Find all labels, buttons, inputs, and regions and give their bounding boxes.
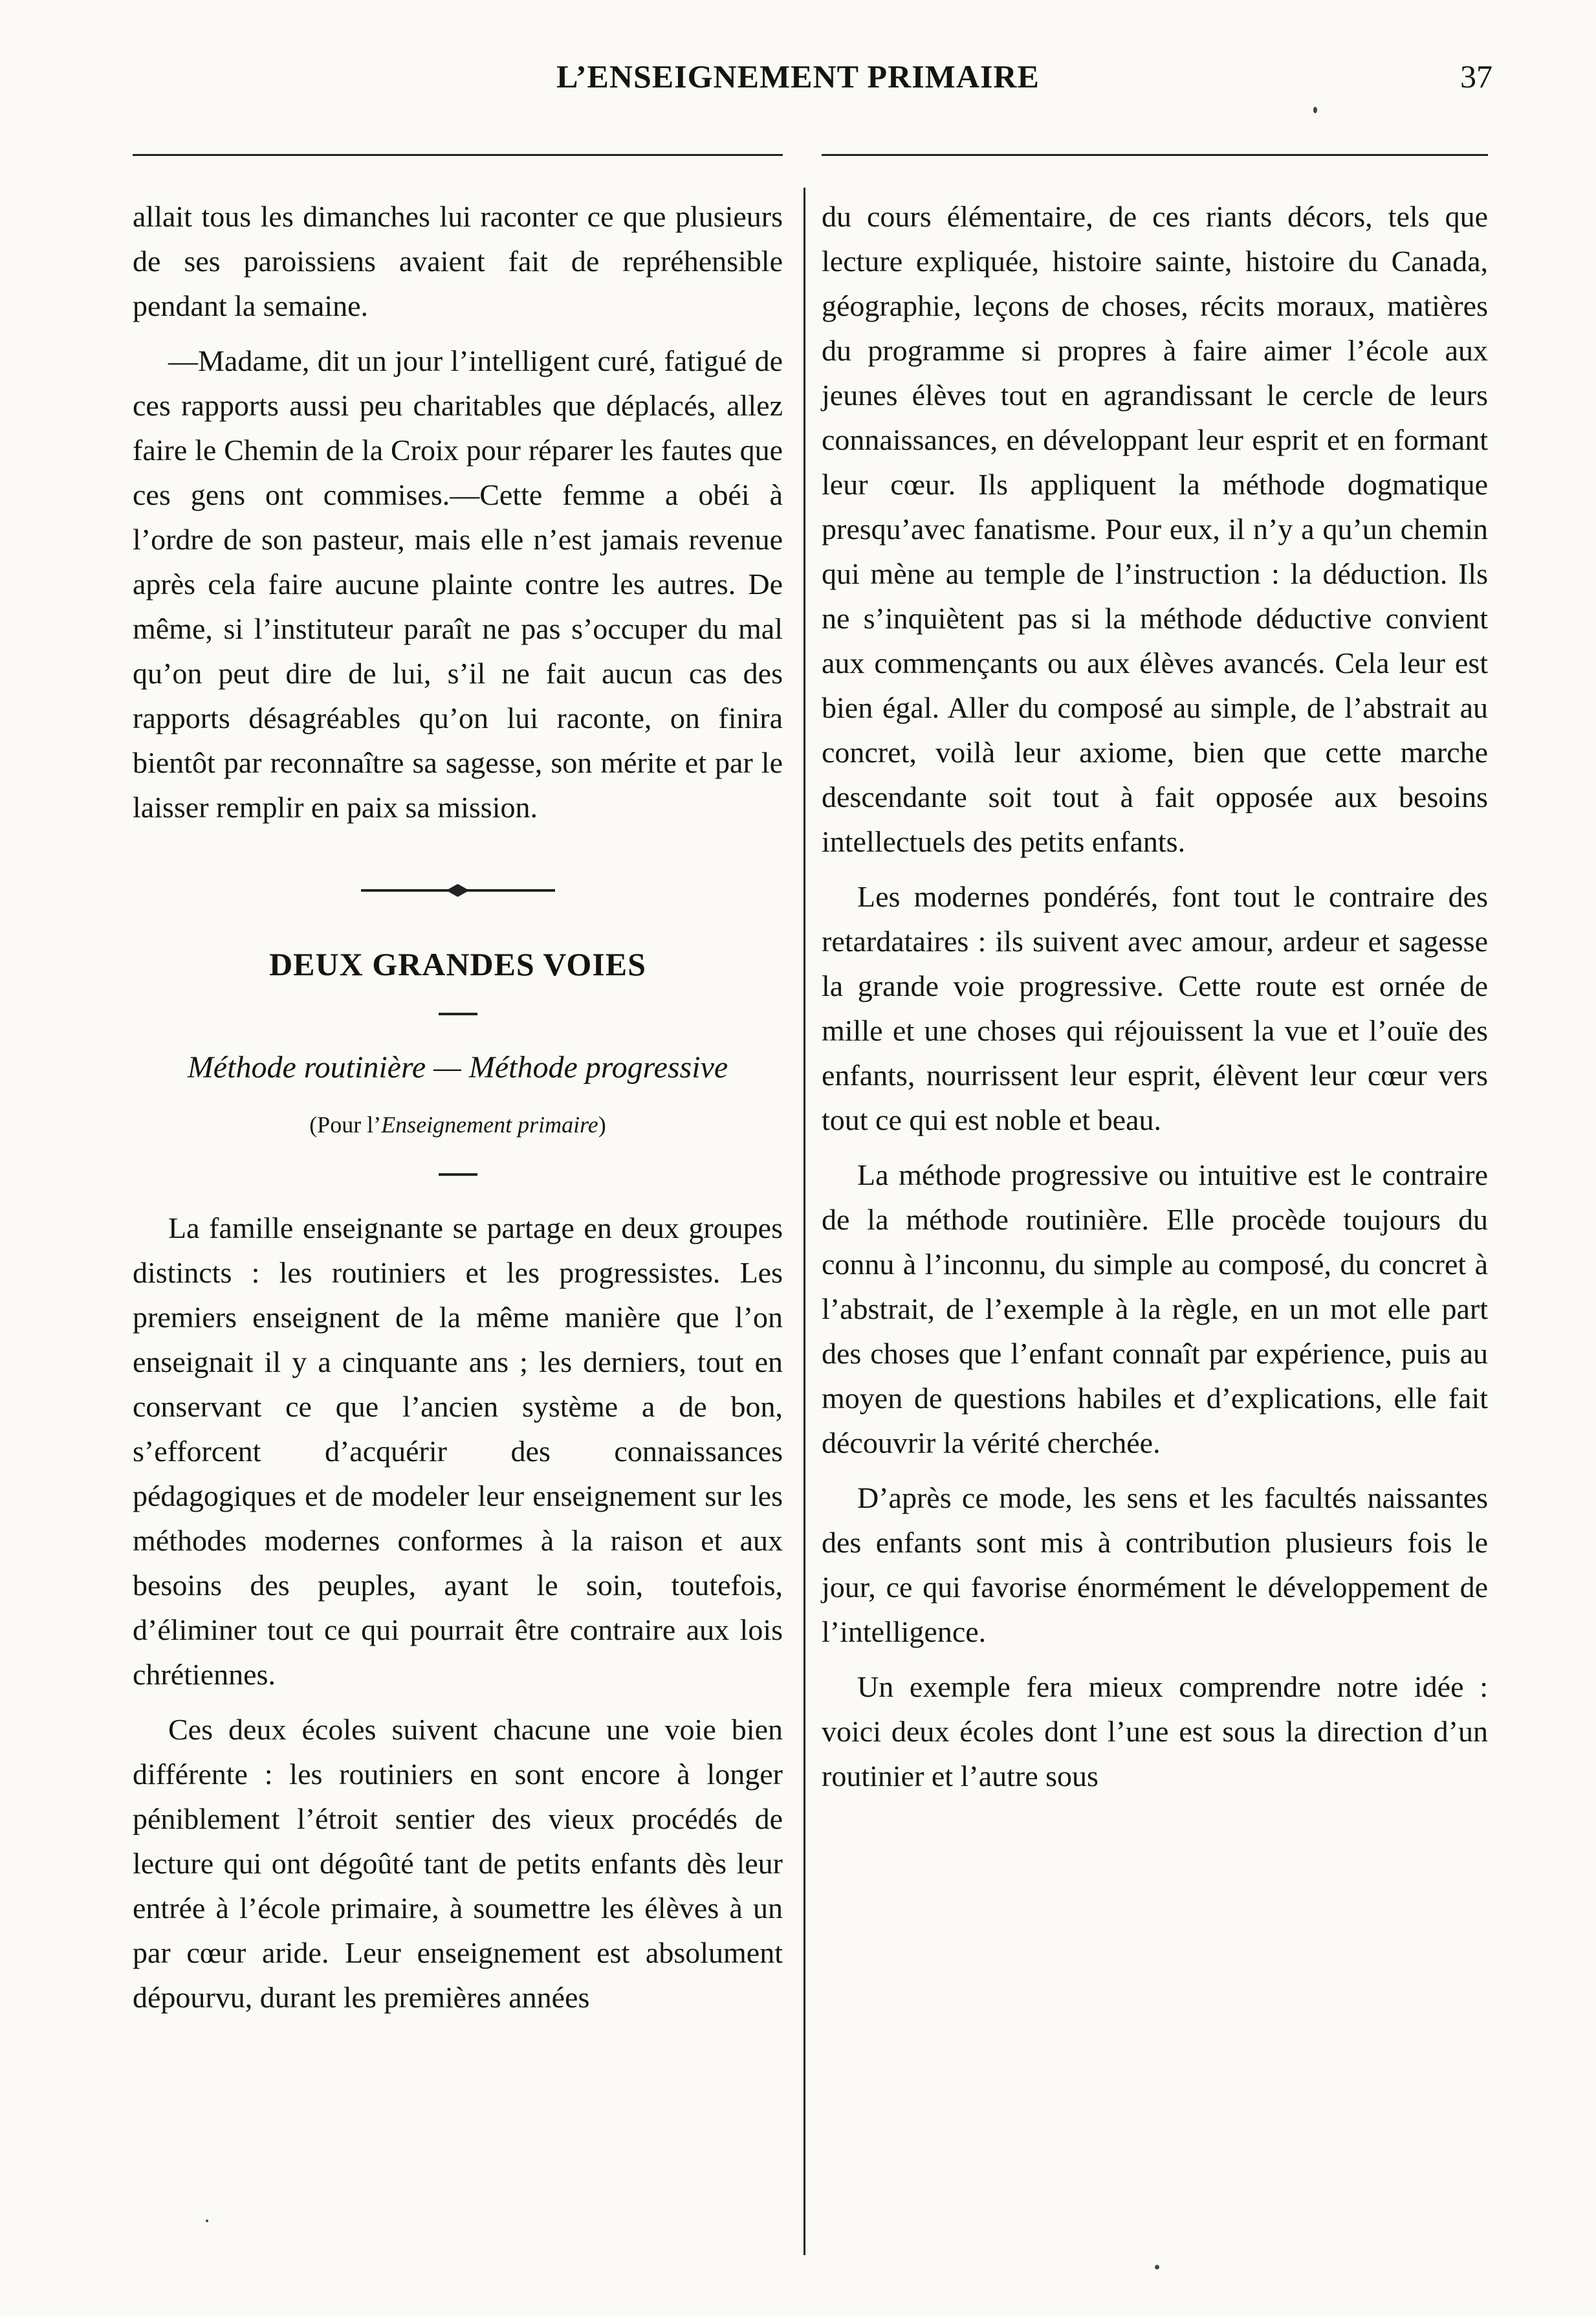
note-prefix: (Pour l’ (309, 1112, 382, 1138)
dash-separator (439, 1173, 477, 1176)
paragraph: allait tous les dimanches lui raconter ce que plusieurs de ses paroissiens avaient fait de repréhensible pendant la semaine. (133, 200, 783, 322)
column-divider (803, 188, 805, 2255)
ornament-divider (361, 889, 555, 892)
section-subtitle: Méthode routinière — Méthode progressive (187, 1050, 728, 1085)
running-header: L’ENSEIGNEMENT PRIMAIRE (556, 58, 1040, 94)
print-speck (1313, 107, 1317, 113)
paragraph: du cours élémentaire, de ces riants décors, tels que lecture expliquée, histoire sainte, histoire du Canada, géographie, leçons de choses, récits moraux, matières du programme si propres à faire aimer l’école aux jeunes élèves tout en agrandissant le cercle de leurs connaissances, en développant leur esprit et en formant leur cœur. Ils appliquent la méthode dogmatique presqu’avec fanatisme. Pour eux, il n’y a qu’un chemin qui mène au temple de l’instruction : la déduction. Ils ne s’inquiètent pas si la méthode déductive convient aux commençants ou aux élèves avancés. Cela leur est bien égal. Aller du composé au simple, de l’abstrait au concret, voilà leur axiome, bien que cette marche descendante soit tout à fait opposée aux besoins intellectuels des petits enfants. (822, 200, 1488, 858)
paragraph: —Madame, dit un jour l’intelligent curé, fatigué de ces rapports aussi peu charitables que déplacés, allez faire le Chemin de la Croix pour réparer les fautes que ces gens ont commises.—Cette femme a obéi à l’ordre de son pasteur, mais elle n’est jamais revenue après cela faire aucune plainte contre les autres. De même, si l’instituteur paraît ne pas s’occuper du mal qu’on peut dire de lui, s’il ne fait aucun cas des rapports désagréables qu’on lui raconte, on finira bientôt par reconnaître sa sagesse, son mérite et par le laisser remplir en paix sa mission. (133, 344, 783, 824)
paragraph: La méthode progressive ou intuitive est le contraire de la méthode routinière. Elle procède toujours du connu à l’inconnu, du simple au composé, du concret à l’abstrait, de l’exemple à la règle, en un mot elle part des choses que l’enfant connaît par expérience, puis au moyen de questions habiles et d’explications, elle fait découvrir la vérité cherchée. (822, 1158, 1488, 1459)
left-column (133, 194, 783, 2030)
paragraph: Ces deux écoles suivent chacune une voie bien différente : les routiniers en sont encore à longer péniblement l’étroit sentier des vieux procédés de lecture qui ont dégoûté tant de petits enfants dès leur entrée à l’école primaire, à soumettre les élèves à un par cœur aride. Leur enseignement est absolument dépourvu, durant les premières années (133, 1713, 783, 2014)
paragraph: D’après ce mode, les sens et les facultés naissantes des enfants sont mis à contribution plusieurs fois le jour, ce qui favorise énormément le développement de l’intelligence. (822, 1481, 1488, 1648)
print-speck (1155, 2265, 1159, 2269)
page-number: 37 (1460, 58, 1492, 94)
right-column (822, 194, 1488, 1809)
section-title: DEUX GRANDES VOIES (269, 946, 646, 982)
print-speck (206, 2220, 208, 2222)
header-rule-left (133, 154, 783, 156)
attribution-note (133, 1103, 783, 1147)
paragraph: La famille enseignante se partage en deux groupes distincts : les routiniers et les progressistes. Les premiers enseignent de la même manière que l’on enseignait il y a cinquante ans ; les derniers, tout en conservant ce que l’ancien système a de bon, s’efforcent d’acquérir des connaissances pédagogiques et de modeler leur enseignement sur les méthodes modernes conformes à la raison et aux besoins des peuples, ayant le soin, toutefois, d’éliminer tout ce qui pourrait être contraire aux lois chrétiennes. (133, 1211, 783, 1691)
note-title: Enseignement primaire (381, 1112, 598, 1138)
header-rule-right (822, 154, 1488, 156)
note-suffix: ) (598, 1112, 606, 1138)
paragraph: Un exemple fera mieux comprendre notre idée : voici deux écoles dont l’une est sous la direction d’un routinier et l’autre sous (822, 1670, 1488, 1792)
paragraph: Les modernes pondérés, font tout le contraire des retardataires : ils suivent avec amour, ardeur et sagesse la grande voie progressive. Cette route est ornée de mille et une choses qui réjouissent la vue et l’ouïe des enfants, nourrissent leur esprit, élèvent leur cœur vers tout ce qui est noble et beau. (822, 880, 1488, 1136)
dash-separator (439, 1013, 477, 1015)
